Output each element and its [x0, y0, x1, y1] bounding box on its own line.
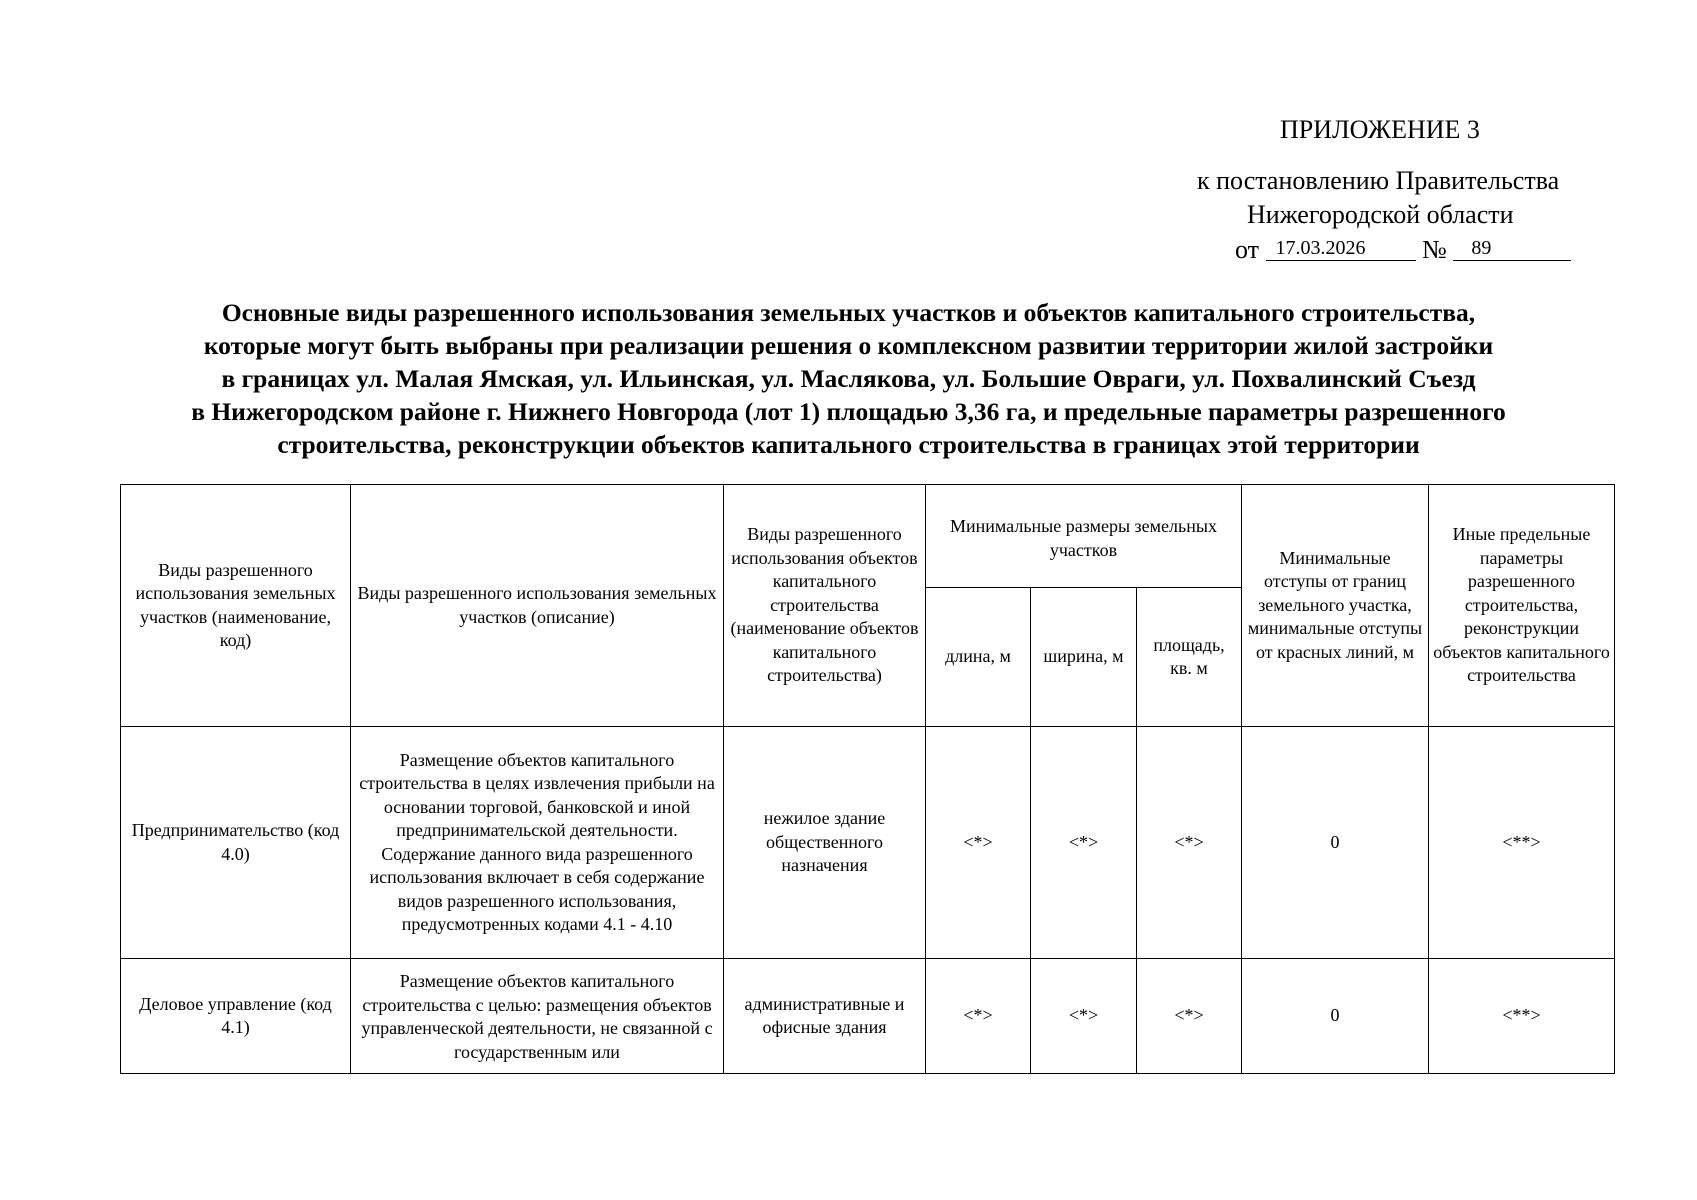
row-setback: 0 — [1242, 959, 1429, 1074]
header-min-sizes: Минимальные размеры земельных участков — [926, 485, 1242, 588]
appendix-title: ПРИЛОЖЕНИЕ 3 — [1280, 115, 1480, 144]
from-label: от — [1235, 235, 1260, 264]
title-line: которые могут быть выбраны при реализации решения о комплексном развитии территории жилой застройки — [203, 331, 1494, 360]
table-row — [121, 727, 1615, 959]
zoning-parameters-table — [120, 484, 1615, 1074]
row-building-objects: нежилое здание общественного назначения — [724, 727, 926, 959]
row-land-use-name: Деловое управление (код 4.1) — [121, 959, 351, 1074]
header-setbacks: Минимальные отступы от границ земельного участка, минимальные отступы от красных линий, м — [1242, 485, 1429, 727]
appendix-date-number-line — [1235, 232, 1571, 268]
resolution-number: 89 — [1453, 237, 1571, 261]
row-min-length: <*> — [926, 727, 1031, 959]
appendix-resolution-line: к постановлению Правительства — [1197, 166, 1560, 195]
row-min-length: <*> — [926, 959, 1031, 1074]
header-area: площадь, кв. м — [1137, 588, 1242, 727]
title-line: строительства, реконструкции объектов капитального строительства в границах этой территории — [277, 430, 1420, 459]
row-setback: 0 — [1242, 727, 1429, 959]
title-line: в Нижегородском районе г. Нижнего Новгорода (лот 1) площадью 3,36 га, и предельные параметры разрешенного — [191, 397, 1506, 426]
header-other-params: Иные предельные параметры разрешенного строительства, реконструкции объектов капитального строительства — [1429, 485, 1615, 727]
row-description: Размещение объектов капитального строительства с целью: размещения объектов управленческой деятельности, не связанной с государственным или — [361, 971, 713, 1062]
table-row — [121, 959, 1615, 1074]
resolution-date: 17.03.2026 — [1266, 237, 1416, 261]
header-building-use: Виды разрешенного использования объектов капитального строительства (наименование объектов капитального строительства) — [724, 485, 926, 727]
row-min-area: <*> — [1137, 727, 1242, 959]
row-land-use-name: Предпринимательство (код 4.0) — [121, 727, 351, 959]
row-building-objects: административные и офисные здания — [724, 959, 926, 1074]
row-description-cell — [351, 959, 724, 1074]
title-line: Основные виды разрешенного использования земельных участков и объектов капитального строительства, — [221, 298, 1476, 327]
row-min-width: <*> — [1031, 959, 1137, 1074]
row-min-area: <*> — [1137, 959, 1242, 1074]
header-land-use-description: Виды разрешенного использования земельных участков (описание) — [351, 485, 724, 727]
row-other-params: <**> — [1429, 727, 1615, 959]
row-other-params: <**> — [1429, 959, 1615, 1074]
header-length: длина, м — [926, 588, 1031, 727]
row-min-width: <*> — [1031, 727, 1137, 959]
header-land-use-name: Виды разрешенного использования земельных участков (наименование, код) — [121, 485, 351, 727]
appendix-region-line: Нижегородской области — [1247, 200, 1514, 229]
title-line: в границах ул. Малая Ямская, ул. Ильинская, ул. Маслякова, ул. Большие Овраги, ул. Похвалинский Съезд — [221, 364, 1476, 393]
row-description: Размещение объектов капитального строительства в целях извлечения прибыли на основании торговой, банковской и иной предпринимательской деятельности. Содержание данного вида разрешенного использования включает в себя содержание видов разрешенного использования, предусмотренных кодами 4.1 - 4.10 — [351, 727, 724, 959]
number-label: № — [1422, 235, 1447, 264]
header-width: ширина, м — [1031, 588, 1137, 727]
document-title — [60, 296, 1637, 461]
